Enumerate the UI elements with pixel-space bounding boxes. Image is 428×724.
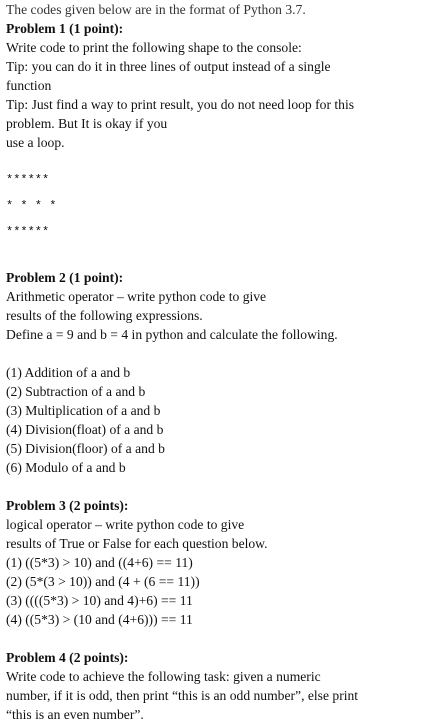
problem-2-line: Define a = 9 and b = 4 in python and calculate the following. [6,327,338,342]
shape-row: ****** [6,225,50,239]
problem-2-item: (2) Subtraction of a and b [6,384,146,399]
problem-1-line: Write code to print the following shape to the console: [6,40,302,55]
problem-3-item: (1) ((5*3) > 10) and ((4+6) == 11) [6,555,193,570]
problem-2-title: Problem 2 (1 point): [6,270,124,285]
problem-1-line: use a loop. [6,135,65,150]
problem-1-line: problem. But It is okay if you [6,116,168,131]
problem-2-item: (5) Division(floor) of a and b [6,441,165,456]
problem-1-line: function [6,78,52,93]
problem-2-line: Arithmetic operator – write python code to give [6,289,267,304]
problem-1-title: Problem 1 (1 point): [6,21,124,36]
problem-2-item: (1) Addition of a and b [6,365,131,380]
intro-text: The codes given below are in the format of Python 3.7. [6,2,306,17]
problem-3-line: logical operator – write python code to give [6,517,245,532]
problem-3-item: (2) (5*(3 > 10)) and (4 + (6 == 11)) [6,574,200,589]
problem-1-line: Tip: you can do it in three lines of output instead of a single [6,59,331,74]
problem-4-line: Write code to achieve the following task: given a numeric [6,669,321,684]
problem-3-line: results of True or False for each question below. [6,536,268,551]
problem-3-item: (3) ((((5*3) > 10) and 4)+6) == 11 [6,593,193,608]
problem-4-line: number, if it is odd, then print “this is an odd number”, else print [6,688,359,703]
problem-3-title: Problem 3 (2 points): [6,498,129,513]
problem-2-item: (6) Modulo of a and b [6,460,126,475]
problem-1-line: Tip: Just find a way to print result, you do not need loop for this [6,97,355,112]
shape-row: * * * * [6,199,57,213]
problem-2-item: (4) Division(float) of a and b [6,422,164,437]
problem-3-item: (4) ((5*3) > (10 and (4+6))) == 11 [6,612,193,627]
problem-2-item: (3) Multiplication of a and b [6,403,161,418]
problem-2-line: results of the following expressions. [6,308,203,323]
problem-4-line: “this is an even number”. [6,707,144,722]
shape-row: ****** [6,173,50,187]
problem-4-title: Problem 4 (2 points): [6,650,129,665]
